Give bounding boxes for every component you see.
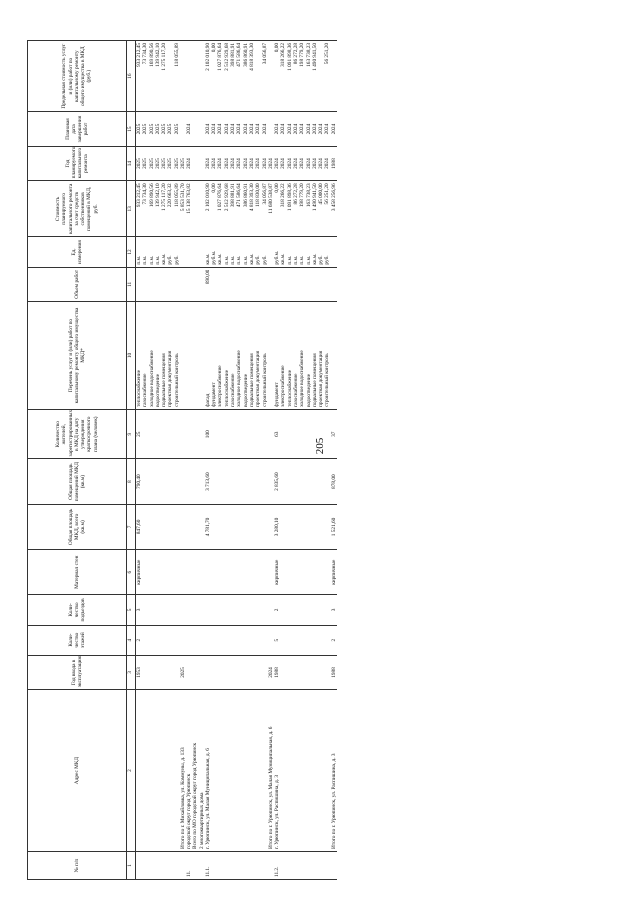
work-year-cell <box>274 146 331 181</box>
total-area-total: 1 521,60 <box>331 504 337 549</box>
section-empty <box>186 237 205 267</box>
work-unit: п.м. <box>223 255 230 265</box>
work-limit: 0,00 <box>211 43 218 53</box>
work-cost-cell <box>136 181 181 237</box>
column-number: 13 <box>127 181 136 237</box>
work-unit: п.м. <box>305 255 312 265</box>
column-number: 6 <box>127 550 136 595</box>
column-header: Количество жителей, зарегистрированных в МКД на дату утверждения краткосрочного плана (человек) <box>28 409 127 459</box>
work-unit: кв.м. <box>161 253 168 265</box>
house-floors: 2 <box>136 625 181 655</box>
work-cost: 398 881,91 <box>230 183 237 208</box>
house-area-total: 847,60 <box>136 504 181 549</box>
work-name: строительный контроль <box>173 353 180 407</box>
work-name-cell <box>136 302 181 410</box>
total-unit <box>331 237 337 267</box>
column-header: Перечень услуг и (или) работ по капитальному ремонту общего имущества МКД* <box>28 302 127 410</box>
column-number: 12 <box>127 237 136 267</box>
total-volume <box>331 267 337 302</box>
house-row <box>205 41 268 880</box>
work-name: электроснабжение <box>280 365 287 407</box>
column-number: 2 <box>127 690 136 852</box>
work-name: газоснабжение <box>142 373 149 407</box>
work-cost-cell <box>274 181 331 237</box>
work-limit: 318 266,22 <box>280 43 287 67</box>
work-year: 2024 <box>242 158 249 169</box>
work-end-date: 2025 <box>148 123 155 135</box>
work-unit: руб. <box>318 255 325 265</box>
column-header: № п/п <box>28 851 127 879</box>
work-unit: руб.м. <box>211 250 218 265</box>
work-name: теплоснабжение <box>286 369 293 407</box>
work-limit: 2 512 929,68 <box>223 43 230 71</box>
section-empty <box>186 409 205 459</box>
total-limit <box>331 41 337 112</box>
work-end-date: 2024 <box>261 123 268 135</box>
house-floors <box>205 625 268 655</box>
house-area-rooms: 3 713,60 <box>205 459 268 504</box>
table-header-row <box>28 41 127 880</box>
work-limit: 1 275 117,20 <box>161 43 168 71</box>
work-unit: руб. <box>324 255 331 265</box>
work-year: 2024 <box>311 158 318 169</box>
work-name: строительный контроль <box>261 353 268 407</box>
house-address: г. Урюпинск, ул. Малая Муниципальная, д. 6 <box>205 690 268 852</box>
work-limit: 386 860,91 <box>242 43 249 67</box>
work-limit: 73 734,30 <box>142 43 149 65</box>
section-empty <box>186 625 205 655</box>
work-unit: п.м. <box>236 255 243 265</box>
work-unit: кв.м. <box>217 253 224 265</box>
work-cost: 471 586,64 <box>236 183 243 208</box>
work-name: газоснабжение <box>292 373 299 407</box>
work-unit: руб.м. <box>274 250 281 265</box>
work-end-date: 2024 <box>305 123 312 135</box>
section-end-date: 2024 <box>186 112 205 147</box>
work-year: 2024 <box>261 158 268 169</box>
work-name: проектная документация <box>167 350 174 407</box>
total-label: Итого по г. Михайловка, ул. Коммуны, д. 133 <box>180 690 186 852</box>
row-number: 11.2. <box>274 851 331 879</box>
work-name: проектная документация <box>318 350 325 407</box>
work-name: холодное водоснабжение <box>148 350 155 407</box>
work-cost: 169 890,56 <box>148 183 155 208</box>
section-year: 2024 <box>186 146 205 181</box>
work-cost: 56 251,20 <box>324 183 331 205</box>
work-name: фундамент <box>274 382 281 407</box>
work-end-date: 2025 <box>136 123 142 135</box>
work-volume-cell <box>136 267 181 302</box>
house-year <box>205 655 268 690</box>
total-year: 1988 <box>331 655 337 690</box>
work-year: 2024 <box>324 158 331 169</box>
total-row <box>331 41 337 880</box>
work-year: 2025 <box>167 158 174 169</box>
house-walls: кирпичные <box>274 550 331 595</box>
column-header: Общая площадь помещений МКД (кв.м) <box>28 459 127 504</box>
column-number: 10 <box>127 302 136 410</box>
work-unit: руб. <box>173 255 180 265</box>
total-year: 2025 <box>180 655 186 690</box>
house-address: г. Урюпинск, ул. Распишина, д. 3 <box>274 690 331 852</box>
column-number: 8 <box>127 459 136 504</box>
work-unit: п.м. <box>292 255 299 265</box>
column-header: Стоимость планируемого капитального ремонта за счет средств собственников помещений в МКД, руб. <box>28 181 127 237</box>
house-residents: 25 <box>136 409 181 459</box>
work-cost: 86 272,28 <box>292 183 299 205</box>
section-cost: 15 138 763,82 <box>186 181 205 237</box>
house-year: 1953 <box>136 655 181 690</box>
work-limit: 139 942,10 <box>154 43 161 67</box>
work-volume: 890,00 <box>204 269 211 285</box>
capital-repair-table <box>27 40 337 880</box>
house-walls: кирпичные <box>136 550 181 595</box>
work-end-date: 2024 <box>299 123 306 135</box>
section-empty <box>186 504 205 549</box>
house-row <box>274 41 331 880</box>
work-limit: 0,00 <box>274 43 281 53</box>
work-cost: 73 734,30 <box>142 183 149 205</box>
section-empty <box>186 595 205 625</box>
column-number: 1 <box>127 851 136 879</box>
work-name: водоотведение <box>305 373 312 407</box>
house-entrances: 3 <box>136 595 181 625</box>
house-residents: 63 <box>274 409 331 459</box>
column-number: 4 <box>127 625 136 655</box>
work-unit: кв.м. <box>311 253 318 265</box>
work-limit: 1 027 876,64 <box>217 43 224 71</box>
work-unit: п.м. <box>230 255 237 265</box>
work-cost: 1 490 941,50 <box>311 183 318 212</box>
work-unit: п.м. <box>136 255 142 265</box>
work-cost: 45 000,00 <box>318 183 325 205</box>
work-unit: руб. <box>261 255 268 265</box>
work-name: газоснабжение <box>230 373 237 407</box>
total-floors: 2 <box>331 625 337 655</box>
work-cost: 318 266,22 <box>280 183 287 208</box>
total-area-rooms: 878,00 <box>331 459 337 504</box>
work-end-date: 2024 <box>242 123 249 135</box>
house-area-rooms: 790,40 <box>136 459 181 504</box>
section-empty <box>186 267 205 302</box>
work-end-date: 2025 <box>154 123 161 135</box>
work-cost: 139 942,10 <box>154 183 161 208</box>
work-end-date: 2024 <box>223 123 230 135</box>
work-unit: кв.м. <box>248 253 255 265</box>
work-unit: кв.м. <box>280 253 287 265</box>
house-year: 1988 <box>274 655 331 690</box>
work-cost: 4 818 393,30 <box>248 183 255 212</box>
section-row <box>186 41 205 880</box>
total-cost: 3 458 256,96 <box>331 181 337 237</box>
column-header: Материал стен <box>28 550 127 595</box>
work-volume-cell <box>205 267 268 302</box>
section-subtitle: Всего по МО городской округ город Урюпинск <box>192 742 199 849</box>
work-year: 2025 <box>154 158 161 169</box>
work-year: 2024 <box>204 158 211 169</box>
total-end-date: 2024 <box>331 112 337 147</box>
house-area-total: 3 280,10 <box>274 504 331 549</box>
section-title: городской округ город Урюпинск <box>186 773 193 849</box>
work-cost: 0,00 <box>274 183 281 193</box>
section-empty <box>186 302 205 410</box>
work-cost: 198 779,20 <box>299 183 306 208</box>
work-year: 2025 <box>173 158 180 169</box>
work-end-date: 2024 <box>217 123 224 135</box>
total-cost: 11 680 538,87 <box>268 181 274 237</box>
work-year-cell <box>205 146 268 181</box>
row-number <box>136 851 181 879</box>
work-unit: п.м. <box>242 255 249 265</box>
work-unit: п.м. <box>142 255 149 265</box>
section-number: 11. <box>186 851 205 879</box>
column-number: 16 <box>127 41 136 112</box>
work-end-date: 2025 <box>142 123 149 135</box>
work-end-date: 2025 <box>161 123 168 135</box>
work-unit: кв.м. <box>204 253 211 265</box>
work-cost: 220 663,32 <box>167 183 174 208</box>
work-cost-cell <box>205 181 268 237</box>
work-limit: 34 056,87 <box>261 43 268 65</box>
section-empty <box>186 655 205 690</box>
total-cost: 5 853 531,70 <box>180 181 186 237</box>
work-end-date-cell <box>274 112 331 147</box>
column-header: Общая площадь МКД, всего (кв.м) <box>28 504 127 549</box>
work-name: подвальные помещения <box>248 353 255 407</box>
work-cost: 2 512 929,68 <box>223 183 230 212</box>
total-year: 1988 <box>331 146 337 181</box>
row-number <box>331 851 337 879</box>
work-cost: 34 056,87 <box>261 183 268 205</box>
work-name: водоотведение <box>154 373 161 407</box>
total-residents: 37 <box>331 409 337 459</box>
work-name: фундамент <box>211 382 218 407</box>
total-label: Итого по г. Урюпинск, ул. Распишина, д. 3 <box>331 690 337 852</box>
work-name: теплоснабжение <box>136 369 142 407</box>
total-walls: кирпичные <box>331 550 337 595</box>
column-header: Коли-чество подъездов <box>28 595 127 625</box>
work-limit-cell <box>274 41 331 112</box>
total-year: 2024 <box>268 146 274 181</box>
house-area-total: 4 781,70 <box>205 504 268 549</box>
work-year: 2024 <box>255 158 262 169</box>
work-name: холодное водоснабжение <box>299 350 306 407</box>
work-limit: 56 251,20 <box>324 43 331 65</box>
work-cost: 1 027 876,64 <box>217 183 224 212</box>
section-limit <box>186 41 205 112</box>
work-end-date: 2024 <box>255 123 262 135</box>
work-year: 2024 <box>248 158 255 169</box>
work-end-date: 2024 <box>248 123 255 135</box>
work-volume-cell <box>274 267 331 302</box>
column-header: Коли-чество этажей <box>28 625 127 655</box>
work-year: 2025 <box>148 158 155 169</box>
row-number: 11.1. <box>205 851 268 879</box>
work-limit: 398 881,91 <box>230 43 237 67</box>
work-year: 2024 <box>286 158 293 169</box>
work-end-date: 2024 <box>324 123 331 135</box>
work-year: 2024 <box>299 158 306 169</box>
work-end-date: 2024 <box>230 123 237 135</box>
work-unit: руб. <box>167 255 174 265</box>
work-cost: 163 738,23 <box>305 183 312 208</box>
work-cost: 118 830,00 <box>255 183 262 207</box>
work-end-date: 2025 <box>173 123 180 135</box>
work-year: 2024 <box>236 158 243 169</box>
house-area-rooms: 2 835,60 <box>274 459 331 504</box>
work-year: 2024 <box>217 158 224 169</box>
work-end-date: 2024 <box>280 123 287 135</box>
column-header: Год планируемого капитального ремонта <box>28 146 127 181</box>
house-floors: 5 <box>274 625 331 655</box>
work-limit: 118 055,89 <box>173 43 180 67</box>
work-cost: 118 055,89 <box>173 183 180 207</box>
work-limit-cell <box>205 41 268 112</box>
section-empty <box>186 459 205 504</box>
capital-repair-plan-document <box>27 40 607 880</box>
column-number: 15 <box>127 112 136 147</box>
work-end-date: 2024 <box>318 123 325 135</box>
work-limit: 163 738,23 <box>305 43 312 67</box>
total-entrances: 3 <box>331 595 337 625</box>
house-row <box>136 41 181 880</box>
work-name-cell <box>205 302 268 410</box>
section-title-cell <box>186 690 205 852</box>
work-year: 2024 <box>318 158 325 169</box>
work-name: фасад <box>204 393 211 407</box>
column-header: Год ввода в эксплуатацию <box>28 655 127 690</box>
work-end-date: 2024 <box>311 123 318 135</box>
work-cost: 1 091 898,36 <box>286 183 293 212</box>
work-unit: п.м. <box>286 255 293 265</box>
work-year: 2024 <box>274 158 281 169</box>
work-year: 2025 <box>142 158 149 169</box>
column-header: Ед. измерения <box>28 237 127 267</box>
work-cost: 386 860,91 <box>242 183 249 208</box>
house-entrances: 2 <box>274 595 331 625</box>
work-unit-cell <box>205 237 268 267</box>
work-year: 2024 <box>305 158 312 169</box>
column-number: 11 <box>127 267 136 302</box>
total-work <box>331 302 337 410</box>
work-unit: руб. <box>255 255 262 265</box>
work-cost: 1 275 117,20 <box>161 183 168 211</box>
work-name: электроснабжение <box>217 365 224 407</box>
total-label: Итого по г. Урюпинск, ул. Малая Муниципальная, д. 6 <box>268 690 274 852</box>
house-address <box>136 690 181 852</box>
work-year: 2024 <box>223 158 230 169</box>
work-name: строительный контроль <box>324 353 331 407</box>
work-limit-cell <box>136 41 181 112</box>
work-end-date-cell <box>136 112 181 147</box>
total-year: 2025 <box>180 146 186 181</box>
section-empty <box>186 550 205 595</box>
house-residents: 100 <box>205 409 268 459</box>
column-header: Плановая дата завершения работ <box>28 112 127 147</box>
work-name: холодное водоснабжение <box>236 350 243 407</box>
work-end-date: 2024 <box>274 123 281 135</box>
work-unit: п.м. <box>154 255 161 265</box>
work-year: 2024 <box>230 158 237 169</box>
work-name-cell <box>274 302 331 410</box>
work-end-date: 2024 <box>236 123 243 135</box>
column-header: Адрес МКД <box>28 690 127 852</box>
work-cost: 0,00 <box>211 183 218 193</box>
work-name: теплоснабжение <box>223 369 230 407</box>
work-name: проектная документация <box>255 350 262 407</box>
house-entrances <box>205 595 268 625</box>
work-unit: п.м. <box>299 255 306 265</box>
page-number: 205 <box>314 437 326 455</box>
column-number: 14 <box>127 146 136 181</box>
table-body <box>136 41 337 880</box>
work-limit: 169 890,56 <box>148 43 155 67</box>
work-unit-cell <box>136 237 181 267</box>
work-limit: 1 091 898,36 <box>286 43 293 71</box>
column-header: Предельная стоимость услуг и (или) работ по капитальному ремонту общего имущества в МКД (руб.) <box>28 41 127 112</box>
work-unit-cell <box>274 237 331 267</box>
work-name: подвальные помещения <box>311 353 318 407</box>
work-limit: 1 490 941,50 <box>311 43 318 71</box>
work-end-date: 2024 <box>292 123 299 135</box>
work-end-date: 2025 <box>167 123 174 135</box>
total-year: 2024 <box>268 655 274 690</box>
work-unit: п.м. <box>148 255 155 265</box>
work-limit: 4 818 393,30 <box>248 43 255 71</box>
work-end-date: 2024 <box>204 123 211 135</box>
work-cost: 933 212,45 <box>136 183 142 208</box>
section-subtitle-2: 2 многоквартирных дома <box>198 792 205 849</box>
work-year-cell <box>136 146 181 181</box>
work-limit: 2 102 010,90 <box>204 43 211 71</box>
work-end-date: 2024 <box>286 123 293 135</box>
work-year: 2024 <box>211 158 218 169</box>
column-number: 5 <box>127 595 136 625</box>
work-end-date-cell <box>205 112 268 147</box>
work-year: 2025 <box>136 158 142 169</box>
work-cost: 2 102 010,90 <box>204 183 211 212</box>
column-number: 3 <box>127 655 136 690</box>
column-number: 7 <box>127 504 136 549</box>
column-number-row <box>127 41 136 880</box>
work-limit: 471 586,64 <box>236 43 243 67</box>
work-limit: 933 212,45 <box>136 43 142 67</box>
work-year: 2024 <box>280 158 287 169</box>
work-end-date: 2024 <box>211 123 218 135</box>
work-name: подвальные помещения <box>161 353 168 407</box>
house-walls <box>205 550 268 595</box>
work-limit: 86 272,28 <box>292 43 299 65</box>
work-year: 2024 <box>292 158 299 169</box>
column-header: Объем работ <box>28 267 127 302</box>
work-limit: 198 779,20 <box>299 43 306 67</box>
work-name: водоотведение <box>242 373 249 407</box>
column-number: 9 <box>127 409 136 459</box>
work-year: 2025 <box>161 158 168 169</box>
